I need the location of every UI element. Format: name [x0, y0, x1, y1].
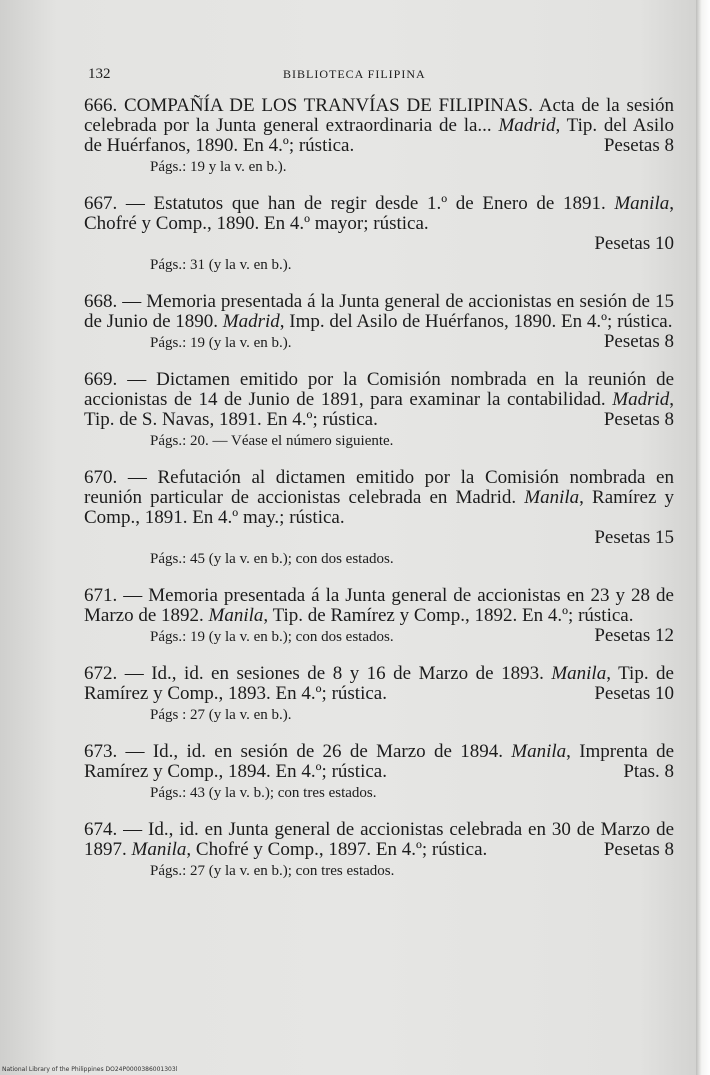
entry-669	[84, 370, 674, 450]
pages-note: Págs : 27 (y la v. en b.).	[150, 707, 292, 723]
entry-text: — Dictamen emitido por la Comisión nombrada en la reunión de accionistas de 14 de Junio de 1891, para examinar la contabilidad.	[84, 369, 674, 410]
entry-text: , Chofré y Comp., 1890. En 4.º mayor; rústica.	[84, 193, 674, 234]
entry-number: 674.	[84, 819, 118, 840]
entry-number: 668.	[84, 291, 118, 312]
entry-number: 673.	[84, 741, 118, 762]
pages-note: Págs.: 45 (y la v. en b.); con dos estados.	[150, 551, 394, 567]
scan-credit: National Library of the Philippines DO24P0000386001303l	[2, 1066, 178, 1073]
pages-note: Págs.: 43 (y la v. b.); con tres estados.	[150, 785, 377, 801]
entry-text: — Estatutos que han de regir desde 1.º de Enero de 1891.	[117, 193, 615, 214]
entry-price: Pesetas 8	[603, 409, 674, 430]
entry-price: Pesetas 15	[594, 527, 674, 548]
entry-place: Manila	[208, 605, 264, 626]
entry-price: Pesetas 8	[603, 135, 674, 156]
entry-price: Pesetas 10	[594, 233, 674, 254]
entry-price: Pesetas 12	[594, 625, 674, 646]
entry-price: Pesetas 8	[603, 839, 674, 860]
entry-666	[84, 96, 674, 176]
entry-text: , Tip. del Asilo de Huérfanos, 1890. En 4.º; rústica.	[84, 115, 674, 156]
entry-text: , Tip. de S. Navas, 1891. En 4.º; rústica.	[84, 389, 674, 430]
entry-668	[84, 292, 674, 352]
entry-price: Pesetas 8	[603, 331, 674, 352]
entry-price: Ptas. 8	[623, 761, 674, 782]
entry-673	[84, 742, 674, 802]
pages-note: Págs.: 31 (y la v. en b.).	[150, 257, 292, 273]
bibliography-entries	[84, 96, 674, 898]
entry-text: — Id., id. en sesión de 26 de Marzo de 1894.	[117, 741, 512, 762]
entry-667	[84, 194, 674, 274]
entry-text: , Chofré y Comp., 1897. En 4.º; rústica.	[186, 839, 488, 860]
entry-number: 672.	[84, 663, 118, 684]
entry-place: Manila	[511, 741, 567, 762]
entry-text: , Imprenta de Ramírez y Comp., 1894. En 4.º; rústica.	[84, 741, 674, 782]
entry-text: — Refutación al dictamen emitido por la Comisión nombrada en reunión particular de accionistas celebrada en Madrid.	[84, 467, 674, 508]
entry-place: Manila	[614, 193, 670, 214]
entry-place: Manila	[131, 839, 187, 860]
page-edge	[696, 0, 710, 1075]
entry-text: — Id., id. en sesiones de 8 y 16 de Marzo de 1893.	[117, 663, 552, 684]
pages-note: Págs.: 19 y la v. en b.).	[150, 159, 287, 175]
entry-674	[84, 820, 674, 880]
entry-number: 670.	[84, 467, 118, 488]
entry-place: Madrid	[222, 311, 280, 332]
entry-place: Manila	[551, 663, 607, 684]
entry-text: , Tip. de Ramírez y Comp., 1893. En 4.º; rústica.	[84, 663, 674, 704]
pages-note: Págs.: 20. — Véase el número siguiente.	[150, 433, 394, 449]
entry-671	[84, 586, 674, 646]
entry-price: Pesetas 10	[594, 683, 674, 704]
entry-number: 669.	[84, 369, 118, 390]
entry-text: — Id., id. en Junta general de accionistas celebrada en 30 de Marzo de 1897.	[84, 819, 674, 860]
entry-text: , Imp. del Asilo de Huérfanos, 1890. En 4.º; rústica.	[279, 311, 673, 332]
entry-text: — Memoria presentada á la Junta general de accionistas en sesión de 15 de Junio de 1890.	[84, 291, 674, 332]
entry-number: 667.	[84, 193, 118, 214]
running-head: BIBLIOTECA FILIPINA	[283, 67, 426, 81]
entry-text: — Memoria presentada á la Junta general de accionistas en 23 y 28 de Marzo de 1892.	[84, 585, 674, 626]
entry-670	[84, 468, 674, 568]
entry-text: , Tip. de Ramírez y Comp., 1892. En 4.º; rústica.	[263, 605, 634, 626]
pages-note: Págs.: 19 (y la v. en b.).	[150, 335, 292, 351]
pages-note: Págs.: 27 (y la v. en b.); con tres estados.	[150, 863, 395, 879]
pages-note: Págs.: 19 (y la v. en b.); con dos estados.	[150, 629, 394, 645]
entry-text: , Ramírez y Comp., 1891. En 4.º may.; rústica.	[84, 487, 674, 528]
entry-place: Manila	[524, 487, 580, 508]
entry-place: Madrid	[498, 115, 556, 136]
entry-number: 666.	[84, 95, 118, 116]
entry-672	[84, 664, 674, 724]
entry-text: COMPAÑÍA DE LOS TRANVÍAS DE FILIPINAS. Acta de la sesión celebrada por la Junta general extraordinaria de la...	[84, 95, 674, 136]
page-number: 132	[88, 66, 111, 82]
entry-place: Madrid	[612, 389, 670, 410]
entry-number: 671.	[84, 585, 118, 606]
